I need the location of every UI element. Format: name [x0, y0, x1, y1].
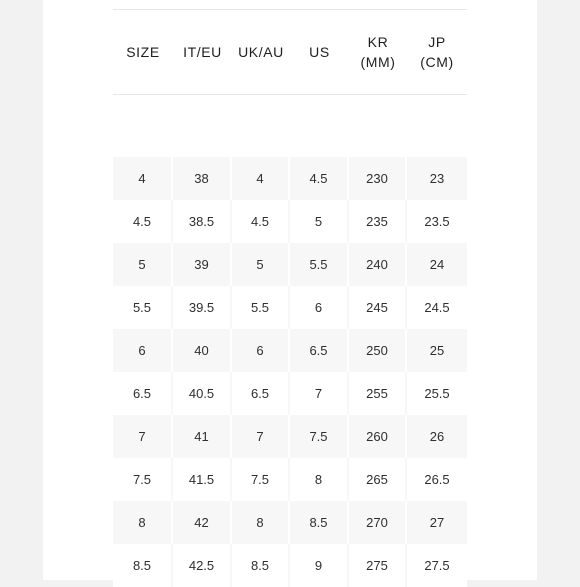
cell-jp-cm: 27.5: [407, 544, 467, 587]
cell-uk-au: 5: [232, 243, 290, 286]
table-row: [113, 200, 467, 243]
cell-us: 7.5: [290, 415, 349, 458]
table-row: [113, 415, 467, 458]
cell-it-eu: 41: [173, 415, 232, 458]
header-kr-mm: KR (MM): [360, 34, 396, 70]
cell-kr-mm: 275: [349, 544, 407, 587]
cell-kr-mm: 230: [349, 157, 407, 200]
cell-us: 7: [290, 372, 349, 415]
cell-it-eu: 39: [173, 243, 232, 286]
cell-jp-cm: 24: [407, 243, 467, 286]
cell-uk-au: 6: [232, 329, 290, 372]
cell-jp-cm: 27: [407, 501, 467, 544]
cell-kr-mm: 255: [349, 372, 407, 415]
cell-us: 6: [290, 286, 349, 329]
cell-uk-au: 5.5: [232, 286, 290, 329]
cell-us: 5: [290, 200, 349, 243]
cell-it-eu: 38.5: [173, 200, 232, 243]
cell-size: 8.5: [113, 544, 173, 587]
header-uk-au: UK/AU: [238, 44, 284, 60]
cell-it-eu: 39.5: [173, 286, 232, 329]
cell-us: 8: [290, 458, 349, 501]
cell-size: 4: [113, 157, 173, 200]
cell-uk-au: 8: [232, 501, 290, 544]
cell-jp-cm: 23: [407, 157, 467, 200]
header-size: SIZE: [126, 44, 160, 60]
cell-size: 7: [113, 415, 173, 458]
cell-jp-cm: 25: [407, 329, 467, 372]
cell-it-eu: 40.5: [173, 372, 232, 415]
cell-size: 6: [113, 329, 173, 372]
cell-kr-mm: 260: [349, 415, 407, 458]
cell-uk-au: 7.5: [232, 458, 290, 501]
cell-us: 6.5: [290, 329, 349, 372]
cell-size: 7.5: [113, 458, 173, 501]
cell-it-eu: 42: [173, 501, 232, 544]
cell-kr-mm: 235: [349, 200, 407, 243]
table-row: [113, 243, 467, 286]
cell-uk-au: 8.5: [232, 544, 290, 587]
cell-kr-mm: 240: [349, 243, 407, 286]
cell-jp-cm: 24.5: [407, 286, 467, 329]
size-chart-page: [43, 0, 537, 580]
table-row: [113, 372, 467, 415]
header-it-eu: IT/EU: [183, 44, 222, 60]
table-row: [113, 544, 467, 587]
cell-size: 6.5: [113, 372, 173, 415]
cell-us: 5.5: [290, 243, 349, 286]
cell-it-eu: 40: [173, 329, 232, 372]
cell-kr-mm: 245: [349, 286, 407, 329]
cell-us: 8.5: [290, 501, 349, 544]
table-row: [113, 501, 467, 544]
cell-us: 4.5: [290, 157, 349, 200]
header-bottom-divider: [113, 94, 467, 95]
cell-uk-au: 4.5: [232, 200, 290, 243]
cell-it-eu: 41.5: [173, 458, 232, 501]
table-row: [113, 157, 467, 200]
cell-jp-cm: 26.5: [407, 458, 467, 501]
cell-it-eu: 42.5: [173, 544, 232, 587]
size-chart-table: [113, 157, 467, 587]
table-row: [113, 329, 467, 372]
cell-jp-cm: 23.5: [407, 200, 467, 243]
cell-uk-au: 7: [232, 415, 290, 458]
cell-kr-mm: 265: [349, 458, 407, 501]
cell-size: 5: [113, 243, 173, 286]
cell-kr-mm: 270: [349, 501, 407, 544]
cell-jp-cm: 25.5: [407, 372, 467, 415]
header-us: US: [309, 44, 330, 60]
table-row: [113, 458, 467, 501]
table-row: [113, 286, 467, 329]
size-chart-header: [113, 10, 467, 94]
cell-size: 4.5: [113, 200, 173, 243]
cell-uk-au: 6.5: [232, 372, 290, 415]
header-jp-cm: JP (CM): [420, 34, 454, 70]
cell-kr-mm: 250: [349, 329, 407, 372]
cell-size: 8: [113, 501, 173, 544]
cell-us: 9: [290, 544, 349, 587]
cell-it-eu: 38: [173, 157, 232, 200]
cell-uk-au: 4: [232, 157, 290, 200]
cell-jp-cm: 26: [407, 415, 467, 458]
cell-size: 5.5: [113, 286, 173, 329]
